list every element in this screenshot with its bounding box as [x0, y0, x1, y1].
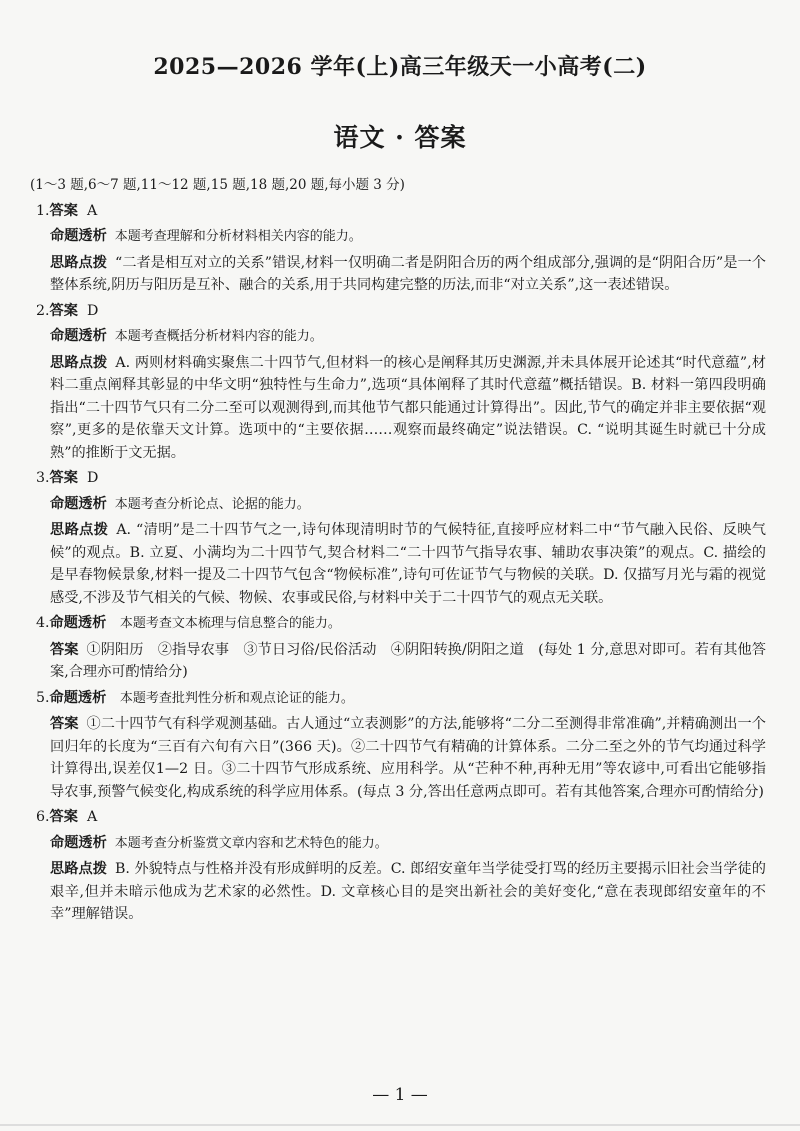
question-1-header [36, 200, 766, 223]
scoring-note: (1～3 题,6～7 题,11～12 题,15 题,18 题,20 题,每小题 3 分) [30, 177, 405, 193]
question-number: 3. [36, 470, 50, 486]
answer-content [30, 174, 766, 929]
thinking-label: 思路点拨 [50, 254, 107, 271]
analysis-text: 本题考查概括分析材料内容的能力。 [114, 329, 323, 344]
analysis-text: 本题考查理解和分析材料相关内容的能力。 [114, 229, 362, 244]
answer-label: 答案 [49, 202, 78, 219]
analysis-text: 本题考查分析论点、论据的能力。 [114, 496, 310, 512]
question-6-header [36, 806, 766, 829]
bottom-divider [0, 1124, 800, 1126]
question-2-thinking [36, 352, 766, 465]
question-number: 2. [36, 302, 50, 319]
answer-value: A [86, 202, 98, 219]
analysis-text: 本题考查批判性分析和观点论证的能力。 [119, 690, 354, 706]
answer-label: 答案 [50, 641, 79, 658]
thinking-label: 思路点拨 [50, 861, 107, 877]
answer-label: 答案 [49, 302, 78, 319]
answer-label: 答案 [49, 470, 78, 486]
thinking-text: A. “清明”是二十四节气之一,诗句体现清明时节的气候特征,直接呼应材料二中“节气融入民俗、反映气候”的观点。B. 立夏、小满均为二十四节气,契合材料二“二十四节气指导农事、辅助农事决策”的观点。C. 描绘的是早春物候景象,材料一提及二十四节气包含“物候标准”,诗句可佐证节气与物候的关联。D. 仅描写月光与霜的视觉感受,不涉及节气相关的气候、物候、农事或民俗,与材料中关于二十四节气的观点无关联。 [50, 522, 766, 606]
page-title: 2025—2026 学年(上)高三年级天一小高考(二) [153, 54, 647, 80]
thinking-text: “二者是相互对立的关系”错误,材料一仅明确二者是阴阳合历的两个组成部分,强调的是“阴阳合历”是一个整体系统,阴历与阳历是互补、融合的关系,用于共同构建完整的历法,而非“对立关系”,这一表述错误。 [50, 254, 766, 293]
question-number: 1. [36, 202, 50, 219]
answer-value: D [86, 470, 99, 486]
thinking-label: 思路点拨 [50, 354, 108, 371]
analysis-label: 命题透析 [50, 834, 107, 851]
question-5-answer [36, 713, 766, 803]
thinking-label: 思路点拨 [50, 522, 109, 538]
question-3-analysis [36, 493, 766, 517]
question-2-analysis [36, 325, 766, 349]
question-6-thinking [36, 858, 766, 926]
question-number: 4. [36, 615, 50, 631]
thinking-text: A. 两则材料确实聚焦二十四节气,但材料一的核心是阐释其历史渊源,并未具体展开论述其“时代意蕴”,材料二重点阐释其彰显的中华文明“独特性与生命力”,选项“具体阐释了其时代意蕴”概括错误。B. 材料一第四段明确指出“二十四节气只有二分二至可以观测得到,而其他节气都只能通过计算得出”。因此,节气的确定并非主要依据“观察”,更多的是依靠天文计算。选项中的“主要依据……观察而最终确定”说法错误。C. “说明其诞生时就已十分成熟”的推断于文无据。 [50, 354, 766, 461]
answer-value: D [86, 302, 99, 319]
analysis-text: 本题考查文本梳理与信息整合的能力。 [119, 616, 341, 631]
page-number: — 1 — [372, 1085, 428, 1105]
question-1-thinking [36, 252, 766, 297]
analysis-label: 命题透析 [50, 495, 107, 512]
answer-text: ①阴阳历 ②指导农事 ③节日习俗/民俗活动 ④阴阳转换/阴阳之道 (每处 1 分,意思对即可。若有其他答案,合理亦可酌情给分) [50, 641, 766, 680]
answer-label: 答案 [49, 809, 78, 825]
question-4-answer [36, 639, 766, 684]
question-3-header [36, 467, 766, 490]
page-subtitle: 语文 · 答案 [333, 123, 467, 152]
question-5-header [36, 687, 766, 711]
question-number: 6. [36, 809, 50, 825]
question-1-analysis [36, 225, 766, 249]
analysis-label: 命题透析 [49, 615, 107, 631]
answer-value: A [86, 809, 98, 825]
analysis-label: 命题透析 [50, 328, 107, 344]
thinking-text: B. 外貌特点与性格并没有形成鲜明的反差。C. 郎绍安童年当学徒受打骂的经历主要揭示旧社会当学徒的艰辛,但并未暗示他成为艺术家的必然性。D. 文章核心目的是突出新社会的美好变化,“意在表现郎绍安童年的不幸”理解错误。 [50, 861, 766, 922]
question-number: 5. [36, 689, 50, 706]
answer-label: 答案 [50, 716, 79, 732]
question-6-analysis [36, 832, 766, 856]
answer-text: ①二十四节气有科学观测基础。古人通过“立表测影”的方法,能够将“二分二至测得非常准确”,并精确测出一个回归年的长度为“三百有六旬有六日”(366 天)。②二十四节气有精确的计算体系。二分二至之外的节气均通过科学计算得出,误差仅1—2 日。③二十四节气形成系统、应用科学。从“芒种不种,再种无用”等农谚中,可看出它能够指导农事,预警气候变化,构成系统的科学应用体系。(每点 3 分,答出任意两点即可。若有其他答案,合理亦可酌情给分) [50, 716, 766, 800]
question-3-thinking [36, 519, 766, 609]
analysis-text: 本题考查分析鉴赏文章内容和艺术特色的能力。 [114, 835, 388, 851]
analysis-label: 命题透析 [50, 228, 107, 244]
analysis-label: 命题透析 [49, 689, 107, 706]
question-4-header [36, 612, 766, 636]
question-2-header [36, 300, 766, 323]
